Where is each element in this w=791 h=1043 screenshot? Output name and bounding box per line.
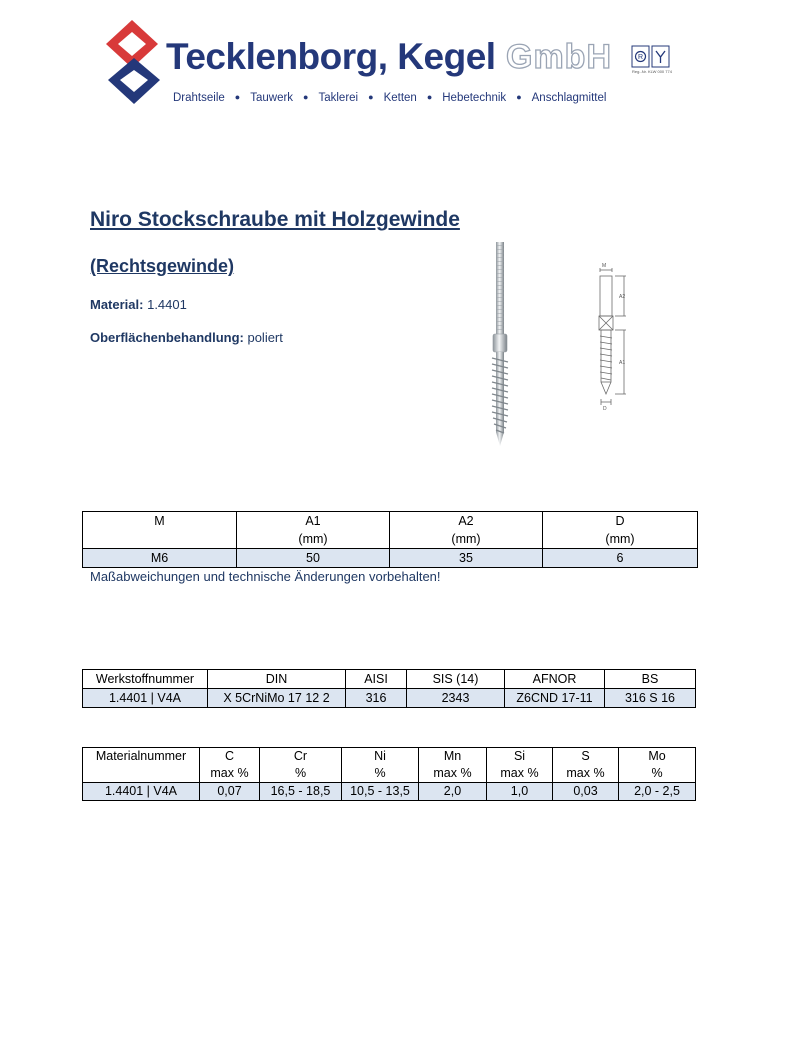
table-header-cell: Materialnummer: [83, 748, 200, 783]
table-row: [83, 689, 696, 708]
disclaimer-text: Maßabweichungen und technische Änderungen vorbehalten!: [90, 569, 441, 584]
table-row: [83, 549, 698, 568]
table-cell: 1.4401 | V4A: [83, 783, 200, 801]
bullet-separator: ●: [516, 92, 522, 102]
table-cell: 316 S 16: [605, 689, 696, 708]
table-header-row: [83, 748, 696, 783]
table-cell: 35: [390, 549, 543, 568]
material-value: 1.4401: [147, 297, 187, 312]
table-header-cell: A1 (mm): [237, 512, 390, 549]
table-cell: Z6CND 17-11: [505, 689, 605, 708]
bullet-separator: ●: [234, 92, 241, 102]
table-header-cell: Mo %: [619, 748, 696, 783]
drawing-label-m: M: [602, 263, 607, 269]
bullet-separator: ●: [303, 92, 309, 102]
table-cell: 0,07: [200, 783, 260, 801]
table-cell: 16,5 - 18,5: [260, 783, 342, 801]
table-cell: 316: [346, 689, 407, 708]
table-cell: X 5CrNiMo 17 12 2: [208, 689, 346, 708]
screw-photo: [488, 240, 514, 452]
table-cell: 1,0: [487, 783, 553, 801]
table-cell: 1.4401 | V4A: [83, 689, 208, 708]
surface-property: [90, 330, 283, 345]
table-cell: 50: [237, 549, 390, 568]
service-item: Taklerei: [318, 92, 359, 104]
table-header-cell: S max %: [553, 748, 619, 783]
service-item: Ketten: [383, 92, 417, 104]
table-header-cell: Si max %: [487, 748, 553, 783]
service-item: Drahtseile: [173, 92, 225, 104]
technical-drawing: [586, 262, 636, 412]
service-item: Hebetechnik: [442, 92, 507, 104]
bullet-separator: ●: [426, 92, 433, 102]
certification-reg-number: Reg.-Nr. KLW 000 774: [632, 69, 672, 74]
svg-text:R: R: [637, 54, 644, 61]
table-header-cell: Ni %: [342, 748, 419, 783]
table-header-cell: Cr %: [260, 748, 342, 783]
certification-logo-icon: [631, 45, 671, 69]
table-header-row: [83, 670, 696, 689]
table-cell: 10,5 - 13,5: [342, 783, 419, 801]
drawing-label-d: D: [603, 406, 607, 412]
material-property: [90, 297, 187, 312]
drawing-label-a2: A2: [619, 294, 626, 300]
table-cell: 2,0 - 2,5: [619, 783, 696, 801]
company-name: Tecklenborg, Kegel: [166, 36, 496, 77]
surface-value: poliert: [247, 330, 283, 345]
table-header-cell: AISI: [346, 670, 407, 689]
table-header-cell: A2 (mm): [390, 512, 543, 549]
surface-label: Oberflächenbehandlung:: [90, 330, 244, 345]
table-header-cell: Mn max %: [419, 748, 487, 783]
material-label: Material:: [90, 297, 144, 312]
table-header-cell: Werkstoffnummer: [83, 670, 208, 689]
table-cell: 0,03: [553, 783, 619, 801]
table-cell: 6: [543, 549, 698, 568]
service-item: Anschlagmittel: [531, 92, 607, 104]
table-header-cell: SIS (14): [407, 670, 505, 689]
table-row: [83, 783, 696, 801]
table-cell: 2,0: [419, 783, 487, 801]
table-header-cell: C max %: [200, 748, 260, 783]
table-header-cell: AFNOR: [505, 670, 605, 689]
table-header-cell: M: [83, 512, 237, 549]
bullet-separator: ●: [368, 92, 374, 102]
table-header-cell: BS: [605, 670, 696, 689]
service-list: [173, 92, 606, 104]
service-item: Tauwerk: [250, 92, 294, 104]
chemical-composition-table: [82, 747, 696, 801]
table-header-cell: D (mm): [543, 512, 698, 549]
drawing-label-a1: A1: [619, 360, 626, 366]
dimensions-table: [82, 511, 698, 568]
material-standards-table: [82, 669, 696, 708]
table-header-row: [83, 512, 698, 549]
product-subtitle: (Rechtsgewinde): [90, 256, 235, 276]
table-header-cell: DIN: [208, 670, 346, 689]
table-cell: 2343: [407, 689, 505, 708]
company-suffix: GmbH: [506, 38, 612, 76]
company-logo-icon: [104, 18, 164, 106]
product-title: Niro Stockschraube mit Holzgewinde: [90, 208, 460, 231]
table-cell: M6: [83, 549, 237, 568]
